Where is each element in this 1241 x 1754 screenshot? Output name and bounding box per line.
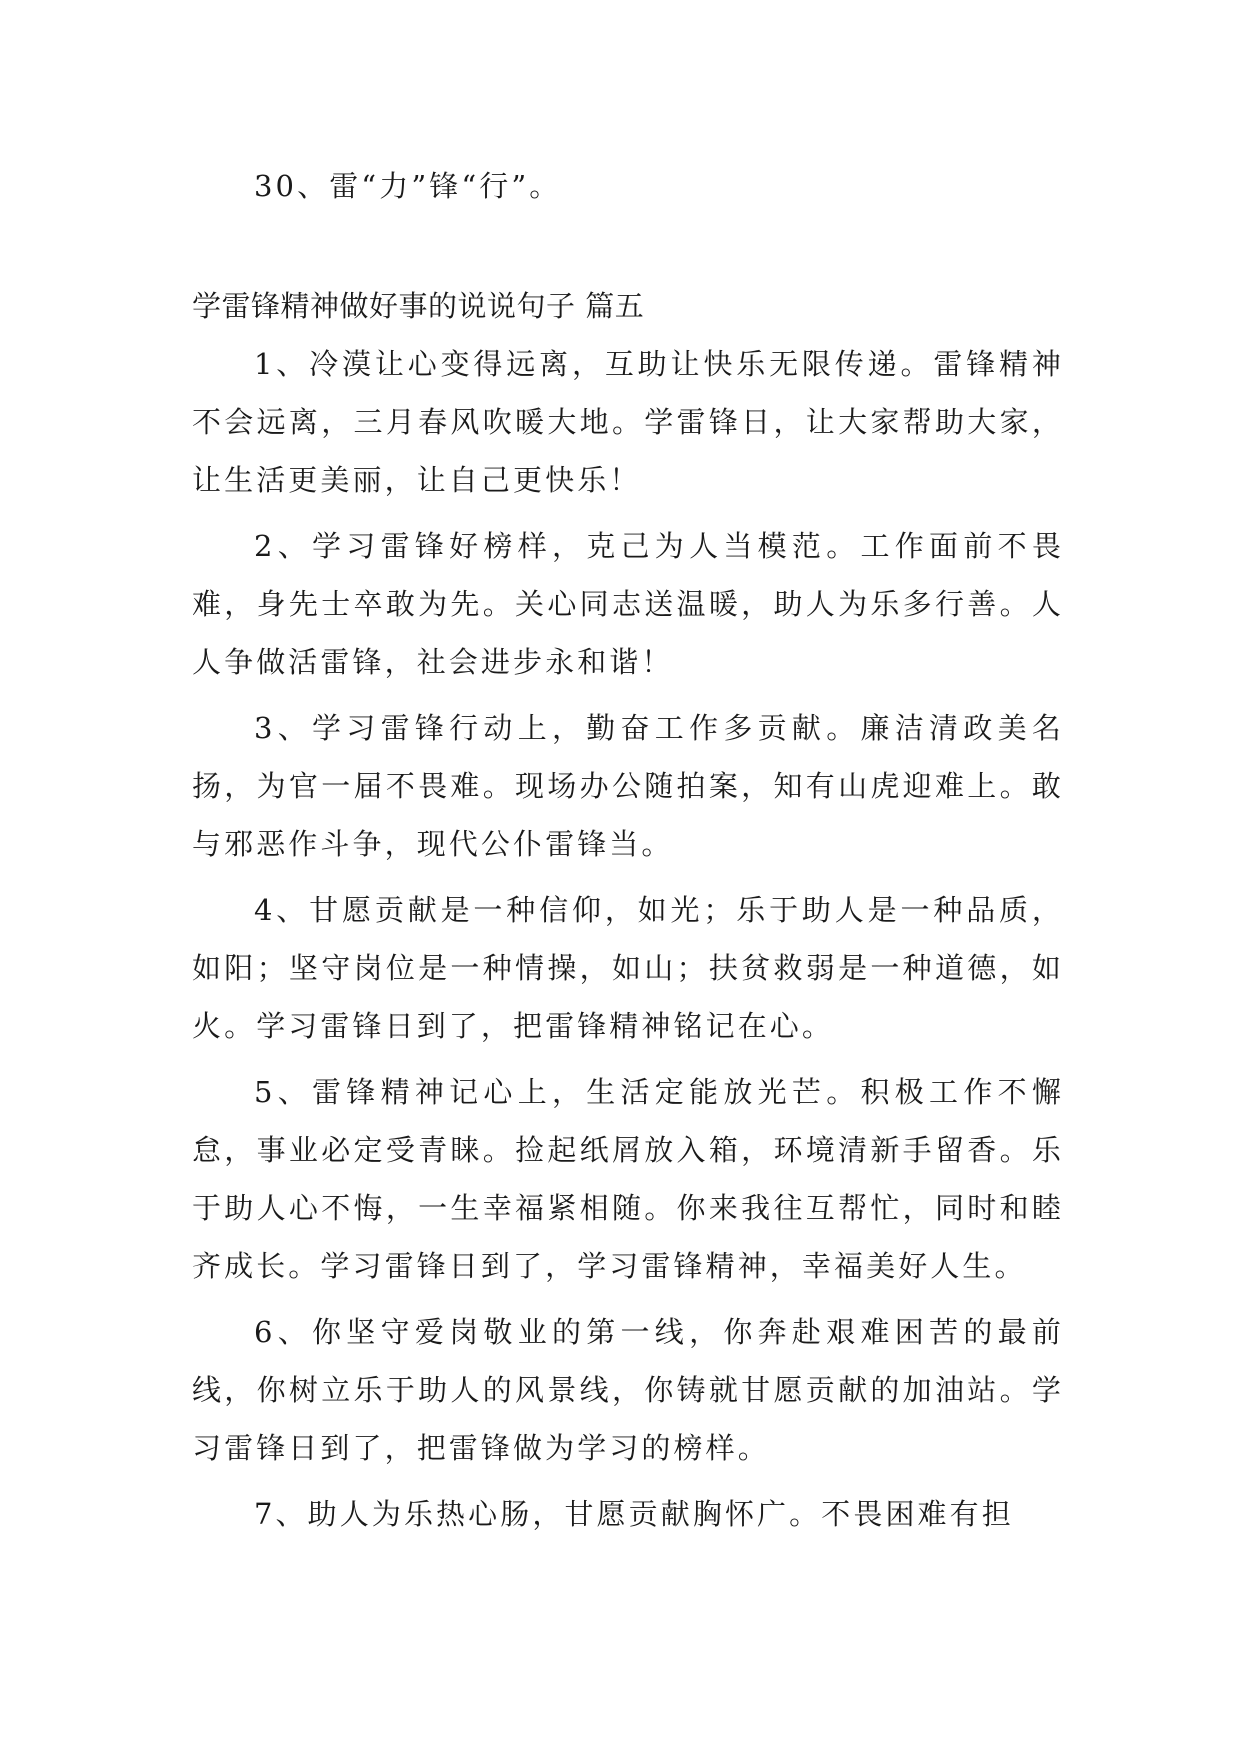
list-item-3: 3、学习雷锋行动上，勤奋工作多贡献。廉洁清政美名扬，为官一届不畏难。现场办公随拍案，知有山虎迎难上。敢与邪恶作斗争，现代公仆雷锋当。 bbox=[192, 711, 1064, 861]
list-item-5: 5、雷锋精神记心上，生活定能放光芒。积极工作不懈怠，事业必定受青睐。捡起纸屑放入箱，环境清新手留香。乐于助人心不悔，一生幸福紧相随。你来我往互帮忙，同时和睦齐成长。学习雷锋日到了，学习雷锋精神，幸福美好人生。 bbox=[192, 1075, 1064, 1283]
list-item-6: 6、你坚守爱岗敬业的第一线，你奔赴艰难困苦的最前线，你树立乐于助人的风景线，你铸就甘愿贡献的加油站。学习雷锋日到了，把雷锋做为学习的榜样。 bbox=[192, 1315, 1064, 1465]
list-item-2: 2、学习雷锋好榜样，克己为人当模范。工作面前不畏难，身先士卒敢为先。关心同志送温暖，助人为乐多行善。人人争做活雷锋，社会进步永和谐！ bbox=[192, 529, 1064, 679]
list-item-4: 4、甘愿贡献是一种信仰，如光；乐于助人是一种品质，如阳；坚守岗位是一种情操，如山；扶贫救弱是一种道德，如火。学习雷锋日到了，把雷锋精神铭记在心。 bbox=[192, 893, 1064, 1043]
document-body bbox=[192, 157, 1064, 1543]
list-item-30: 30、雷“力”锋“行”。 bbox=[254, 169, 562, 203]
list-item-1: 1、冷漠让心变得远离，互助让快乐无限传递。雷锋精神不会远离，三月春风吹暖大地。学雷锋日，让大家帮助大家，让生活更美丽，让自己更快乐！ bbox=[192, 347, 1064, 497]
list-item-7: 7、助人为乐热心肠，甘愿贡献胸怀广。不畏困难有担 bbox=[254, 1497, 1014, 1531]
section-title: 学雷锋精神做好事的说说句子 篇五 bbox=[192, 289, 645, 323]
